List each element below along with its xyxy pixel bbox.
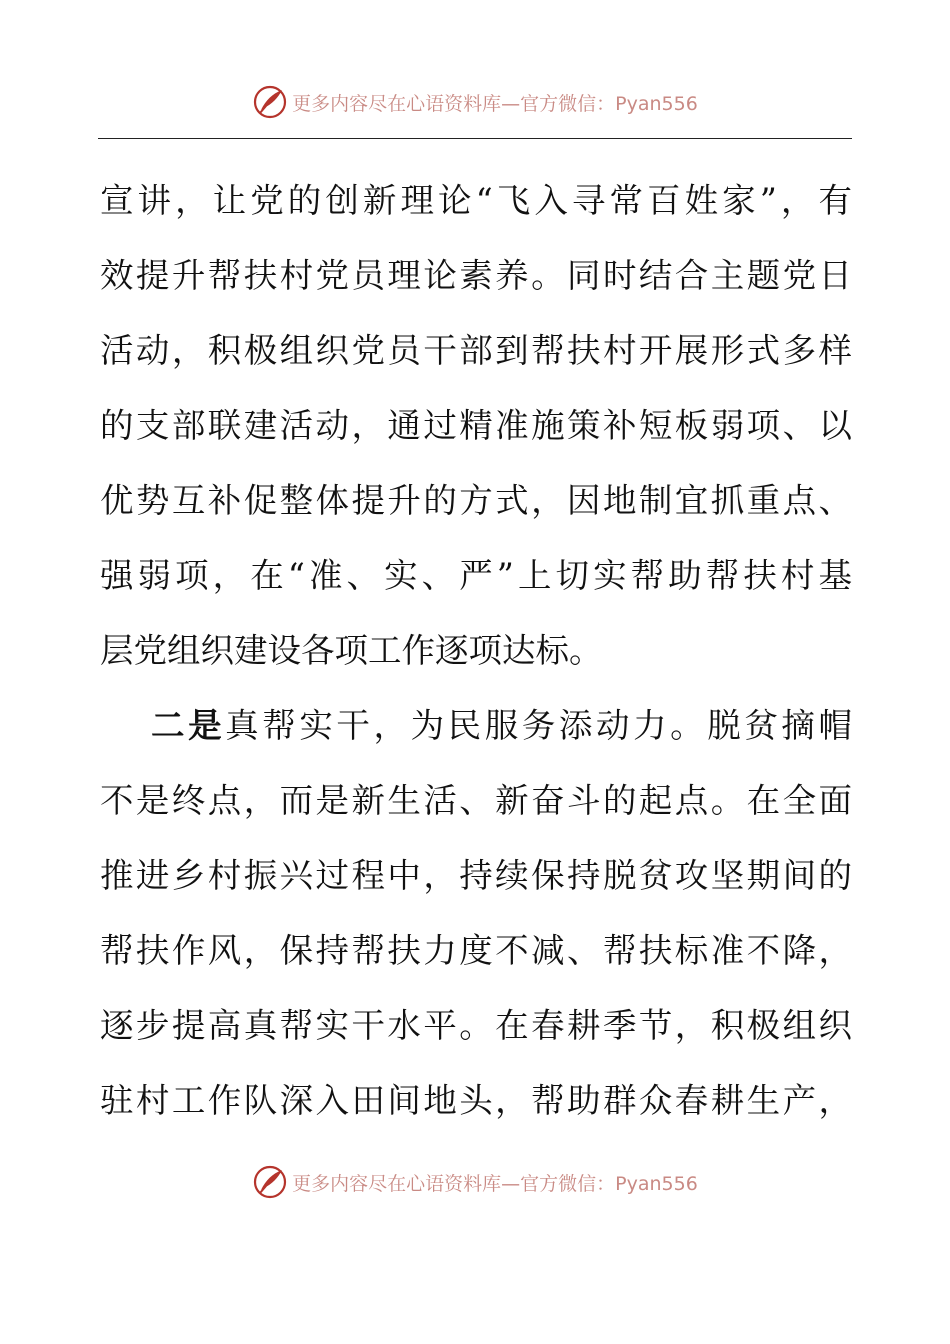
paragraph-2 — [100, 688, 852, 1138]
text-line: 逐步提高真帮实干水平。在春耕季节，积极组织 — [100, 1006, 852, 1045]
text-line: 活动，积极组织党员干部到帮扶村开展形式多样 — [100, 331, 852, 370]
header-divider — [98, 138, 852, 139]
text-line: 强弱项，在“准、实、严”上切实帮助帮扶村基 — [100, 556, 852, 595]
document-body — [100, 163, 852, 1138]
text-span: 真帮实干，为民服务添动力。脱贫摘帽 — [225, 706, 853, 745]
paragraph-lead-bold: 二是 — [151, 706, 226, 745]
header-watermark-text: 更多内容尽在心语资料库—官方微信：Pyan556 — [292, 92, 698, 115]
text-line: 的支部联建活动，通过精准施策补短板弱项、以 — [100, 406, 852, 445]
paragraph-1 — [100, 163, 852, 688]
footer-watermark-text: 更多内容尽在心语资料库—官方微信：Pyan556 — [292, 1172, 698, 1195]
quill-logo-icon — [252, 84, 288, 120]
text-line: 驻村工作队深入田间地头，帮助群众春耕生产， — [100, 1081, 852, 1120]
header-watermark — [0, 80, 950, 124]
text-line: 效提升帮扶村党员理论素养。同时结合主题党日 — [100, 256, 852, 295]
text-line — [100, 688, 852, 763]
text-line: 帮扶作风，保持帮扶力度不减、帮扶标准不降， — [100, 931, 852, 970]
footer-watermark — [0, 1160, 950, 1204]
text-line: 不是终点，而是新生活、新奋斗的起点。在全面 — [100, 781, 852, 820]
quill-logo-icon — [252, 1164, 288, 1200]
text-line: 推进乡村振兴过程中，持续保持脱贫攻坚期间的 — [100, 856, 852, 895]
text-line: 宣讲，让党的创新理论“飞入寻常百姓家”，有 — [100, 181, 852, 220]
text-line: 层党组织建设各项工作逐项达标。 — [100, 631, 603, 670]
text-line: 优势互补促整体提升的方式，因地制宜抓重点、 — [100, 481, 852, 520]
